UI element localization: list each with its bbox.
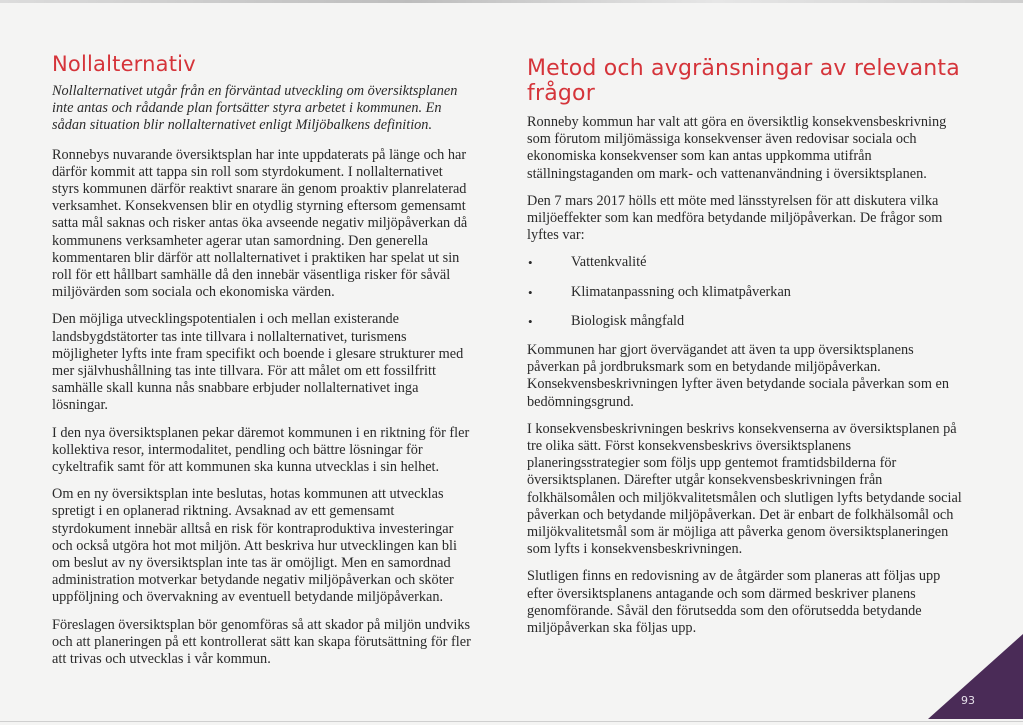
right-paragraph: I konsekvensbeskrivningen beskrivs konsekvenserna av översiktsplanen på tre olika sätt. Först konsekvensbeskrivs översiktsplanens planeringsstrategier som följs upp gentemot framtidsbilderna för översiktsplanen. Därefter utgår konsekvensbeskrivningen från folkhälsomålen och miljökvalitetsmålen och slutligen lyfts betydande social påverkan och betydande miljöpåverkan. Det är enbart de folkhälsomål och miljökvalitetsmål som är möjliga att påverka genom översiktsplaneringen som lyfts i konsekvensbeskrivningen. (527, 420, 962, 558)
corner-triangle-shape (928, 634, 1023, 719)
issues-list (527, 254, 967, 330)
page-bottom-rule (0, 721, 1023, 722)
right-column (527, 56, 967, 647)
left-paragraph: Om en ny översiktsplan inte beslutas, hotas kommunen att utvecklas spretigt i en oplanerad riktning. Avsaknad av ett gemensamt styrdokument innebär alltså en risk för kontraproduktiva investeringar och också utgöra hot mot miljön. Att beskriva hur utvecklingen kan bli om beslut av ny översiktsplan inte tas är omöjligt. Men en samordnad administration motverkar betydande negativ miljöpåverkan och sköter uppföljning och övervakning av eventuell betydande miljöpåverkan. (52, 486, 458, 606)
left-paragraph: I den nya översiktsplanen pekar däremot kommunen i en riktning för fler kollektiva resor, intermodalitet, pendling och bättre lösningar för cykeltrafik samt för att kommunen ska kunna utvecklas i sin helhet. (52, 424, 470, 476)
metod-heading: Metod och avgränsningar av relevanta frågor (527, 56, 960, 106)
left-column (52, 52, 472, 678)
page-top-edge (0, 0, 1023, 3)
list-item: • Klimatanpassning och klimatpåverkan (527, 284, 967, 301)
left-paragraph: Ronnebys nuvarande översiktsplan har inte uppdaterats på länge och har därför kommit att tappa sin roll som styrdokument. I nollalternativet styrs kommunen därför reaktivt snarare än genom proaktiv planrelaterad verksamhet. Konsekvensen blir en otydlig styrning eftersom gemensamt satta mål saknas och risker antas öka avseende negativ miljöpåverkan då kommunens verksamheter agerar utan samordning. Den generella kommentaren blir därför att nollalternativet i praktiken har spelat ut sin roll för ett hållbart samhälle då den innebär väsentliga risker för såväl miljövärden som sociala och ekonomiska värden. (52, 146, 468, 301)
right-paragraph: Ronneby kommun har valt att göra en översiktlig konsekvensbeskrivning som förutom miljömässiga konsekvenser även redovisar sociala och ekonomiska konsekvenser som kan antas uppkomma utifrån ställningstaganden om mark- och vattenanvändning i översiktsplanen. (527, 114, 947, 182)
right-paragraph: Kommunen har gjort övervägandet att även ta upp översiktsplanens påverkan på jordbruksmark som en betydande miljöpåverkan. Konsekvensbeskrivningen lyfter även betydande sociala påverkan som en bedömningsgrund. (527, 342, 950, 410)
page-corner-triangle (928, 634, 1023, 719)
right-paragraph: Slutligen finns en redovisning av de åtgärder som planeras att följas upp efter översiktsplanens antagande och som därmed beskriver planens genomförande. Såväl den förutsedda som den oförutsedda betydande miljöpåverkan ska följas upp. (527, 568, 941, 637)
nollalternativ-heading: Nollalternativ (52, 52, 196, 76)
list-item: • Biologisk mångfald (527, 313, 967, 330)
right-paragraph: Den 7 mars 2017 hölls ett möte med länsstyrelsen för att diskutera vilka miljöeffekter som kan medföra betydande miljöpåverkan. De frågor som lyftes var: (527, 192, 943, 244)
left-paragraph: Den möjliga utvecklingspotentialen i och mellan existerande landsbygdstätorter tas inte tillvara i nollalternativet, turismens möjligheter lyfts inte fram specifikt och boende i glesare strukturer med mer självhushållning tas inte tillvara. För att målet om ett fossilfritt samhälle skall kunna nås snabbare erbjuder nollalternativet inga lösningar. (52, 311, 464, 414)
page-number: 93 (961, 694, 975, 707)
nollalternativ-intro: Nollalternativet utgår från en förväntad utveckling om översiktsplanen inte antas och rådande plan fortsätter styra arbetet i kommunen. En sådan situation blir nollalternativet enligt Miljöbalkens definition. (52, 83, 458, 134)
list-item: • Vattenkvalité (527, 254, 967, 271)
left-paragraph: Föreslagen översiktsplan bör genomföras så att skador på miljön undviks och att planeringen på ett kontrollerat sätt kan skapa förutsättning för fler att trivas och utvecklas i vår kommun. (52, 616, 471, 668)
